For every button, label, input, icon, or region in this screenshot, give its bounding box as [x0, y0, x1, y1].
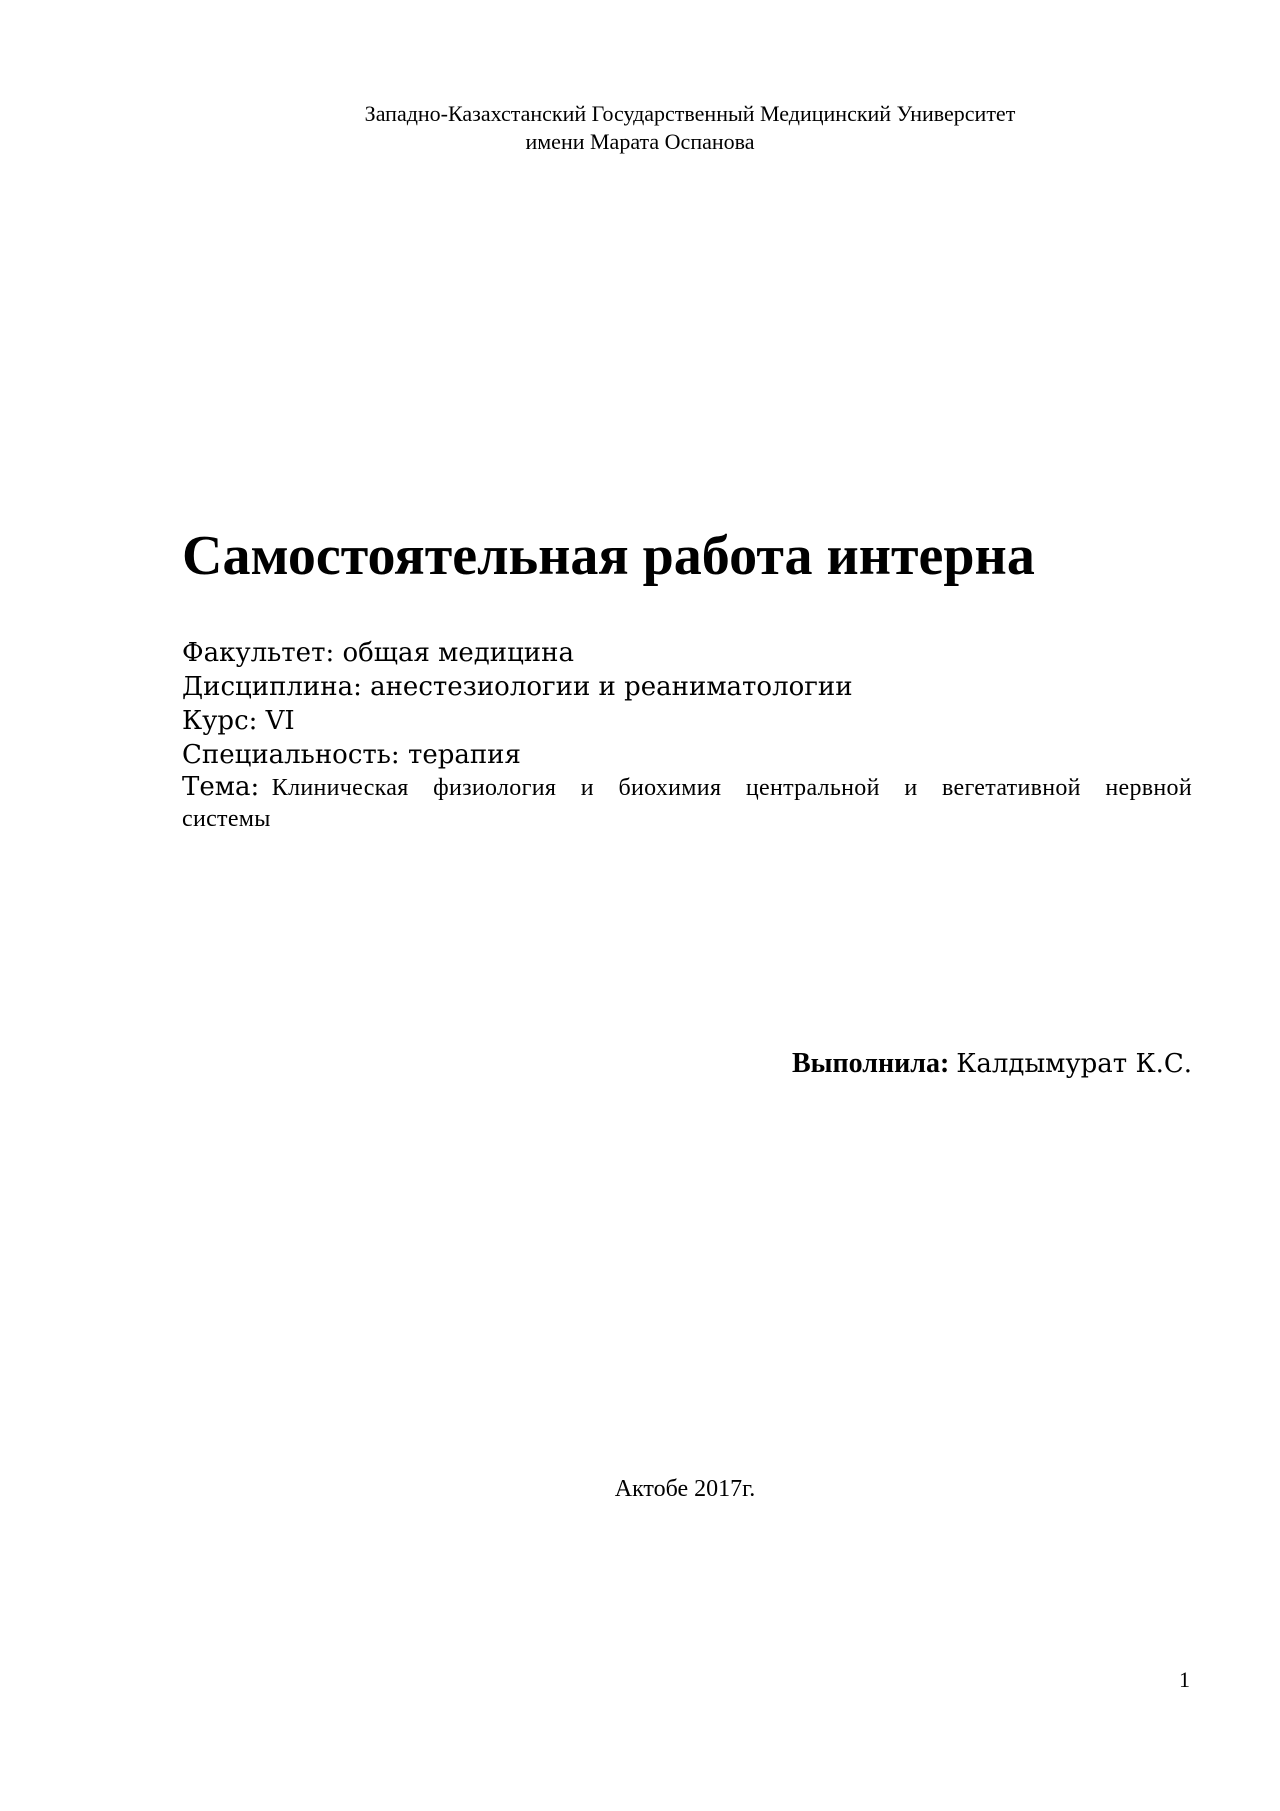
discipline-line: Дисциплина: анестезиологии и реаниматологии — [182, 672, 853, 702]
specialty-line: Специальность: терапия — [182, 740, 521, 770]
author-line — [792, 1046, 1192, 1082]
theme-label: Тема: — [182, 772, 260, 802]
university-header — [0, 100, 1280, 156]
course-line: Курс: VI — [182, 706, 295, 736]
author-label: Выполнила: — [791, 1048, 950, 1079]
university-named-after: имени Марата Оспанова — [525, 129, 755, 154]
theme-line — [182, 772, 1192, 834]
university-name: Западно-Казахстанский Государственный Медицинский Университет — [364, 101, 1016, 126]
author-name: Калдымурат К.С. — [956, 1049, 1192, 1079]
city-year: Актобе 2017г. — [614, 1476, 756, 1502]
document-info-block — [182, 636, 1192, 834]
page-number: 1 — [1179, 1667, 1190, 1692]
theme-value: Клиническая физиология и биохимия центральной и вегетативной нервной системы — [182, 775, 1193, 832]
document-title: Самостоятельная работа интерна — [182, 525, 1035, 587]
faculty-line: Факультет: общая медицина — [182, 638, 574, 668]
